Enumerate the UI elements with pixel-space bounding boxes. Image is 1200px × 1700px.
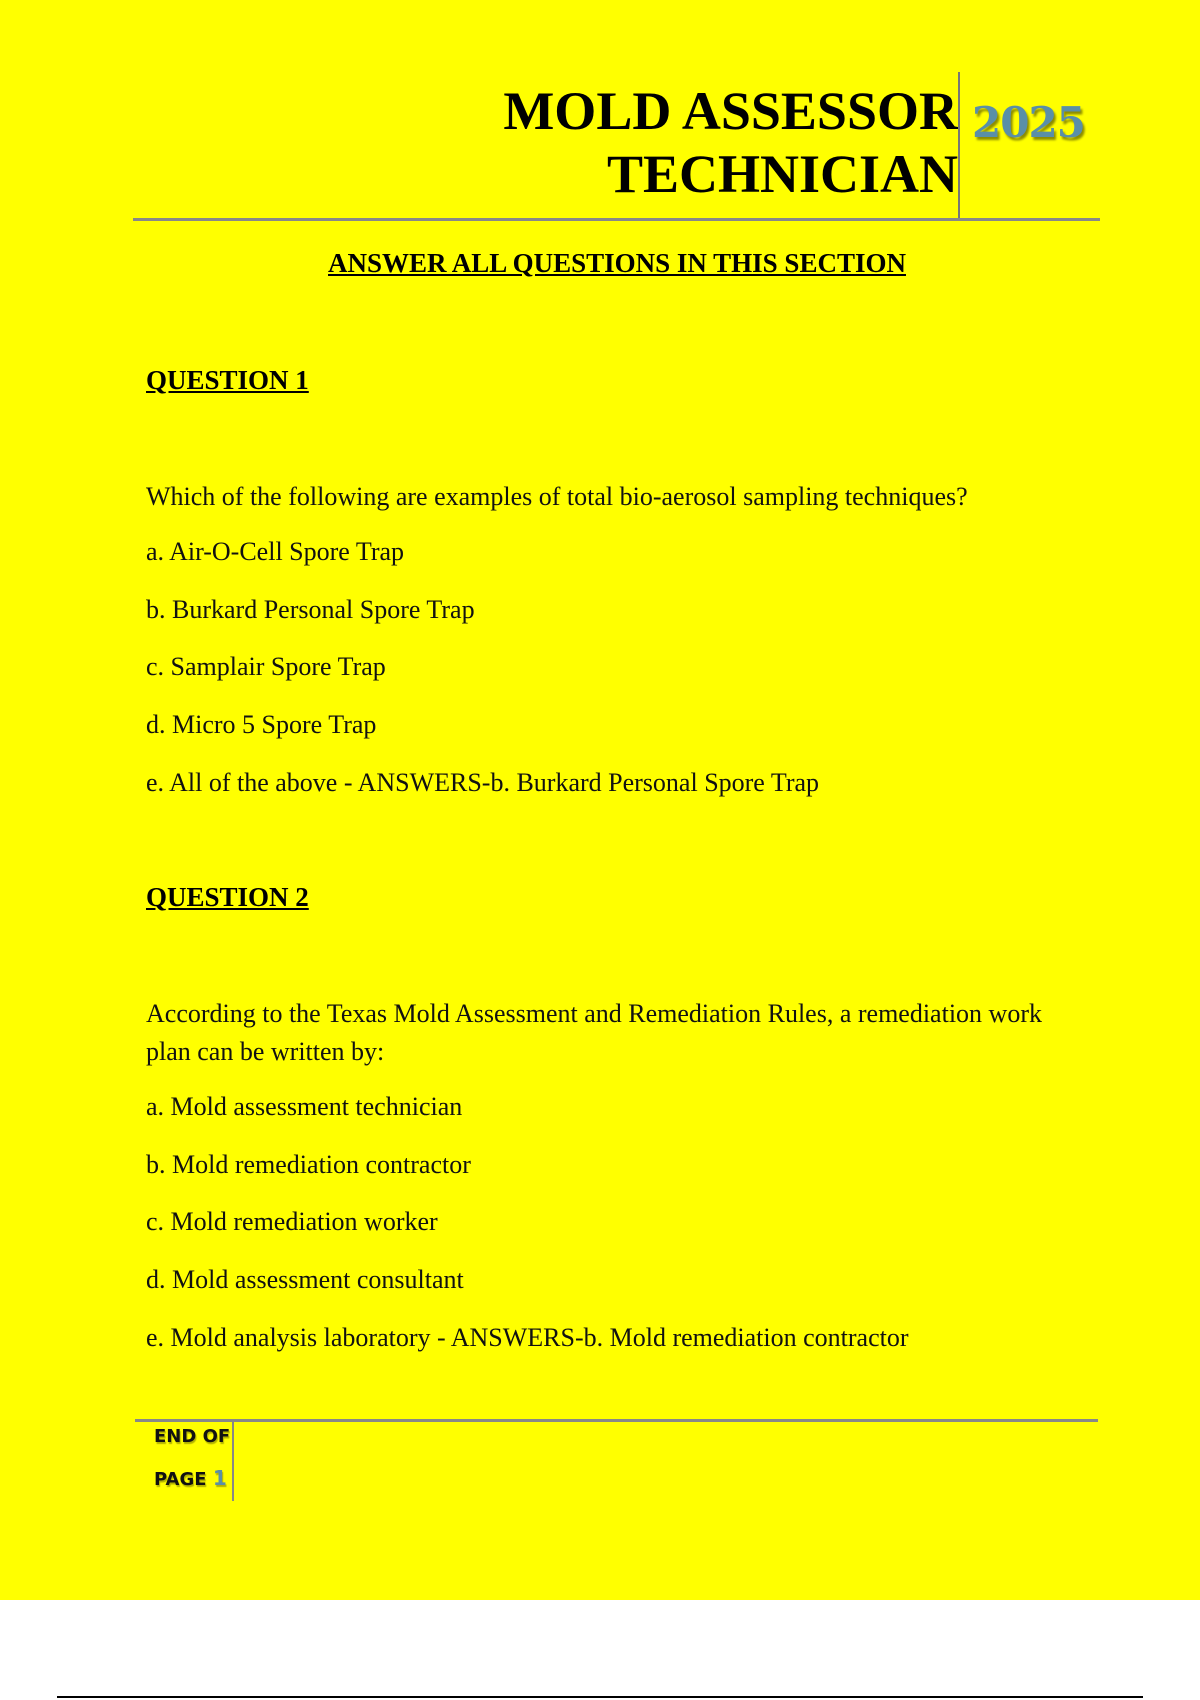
header-rule <box>133 218 1100 221</box>
question-1-option-a: a. Air-O-Cell Spore Trap <box>146 537 405 566</box>
footer-divider <box>232 1421 234 1501</box>
section-title: ANSWER ALL QUESTIONS IN THIS SECTION <box>328 248 906 278</box>
bottom-rule <box>57 1696 1143 1698</box>
footer-page-number: 1 <box>212 1466 227 1490</box>
question-2-text: According to the Texas Mold Assessment and Remediation Rules, a remediation work plan can be written by: <box>146 999 1042 1066</box>
question-1-option-c: c. Samplair Spore Trap <box>146 652 386 681</box>
footer-rule <box>135 1419 1098 1422</box>
header-year: 2025 <box>972 98 1085 147</box>
question-2-option-c: c. Mold remediation worker <box>146 1207 438 1236</box>
question-2-option-e: e. Mold analysis laboratory - ANSWERS-b. Mold remediation contractor <box>146 1323 909 1352</box>
footer-end-of: END OF <box>154 1426 231 1447</box>
question-2-heading: QUESTION 2 <box>146 882 309 912</box>
question-2-option-d: d. Mold assessment consultant <box>146 1265 464 1294</box>
footer-page-word: PAGE <box>154 1469 207 1490</box>
question-1-option-e: e. All of the above - ANSWERS-b. Burkard Personal Spore Trap <box>146 768 820 797</box>
question-1-heading: QUESTION 1 <box>146 365 309 395</box>
title-line-1: MOLD ASSESSOR <box>503 81 958 141</box>
title-line-2: TECHNICIAN <box>606 144 958 204</box>
document-title <box>258 80 958 206</box>
question-2-option-b: b. Mold remediation contractor <box>146 1150 471 1179</box>
question-2-option-a: a. Mold assessment technician <box>146 1092 463 1121</box>
question-1-option-d: d. Micro 5 Spore Trap <box>146 710 377 739</box>
question-1-option-b: b. Burkard Personal Spore Trap <box>146 595 475 624</box>
header-divider <box>958 72 960 218</box>
question-1-text: Which of the following are examples of total bio-aerosol sampling techniques? <box>146 482 968 511</box>
footer-page-label <box>154 1466 227 1490</box>
